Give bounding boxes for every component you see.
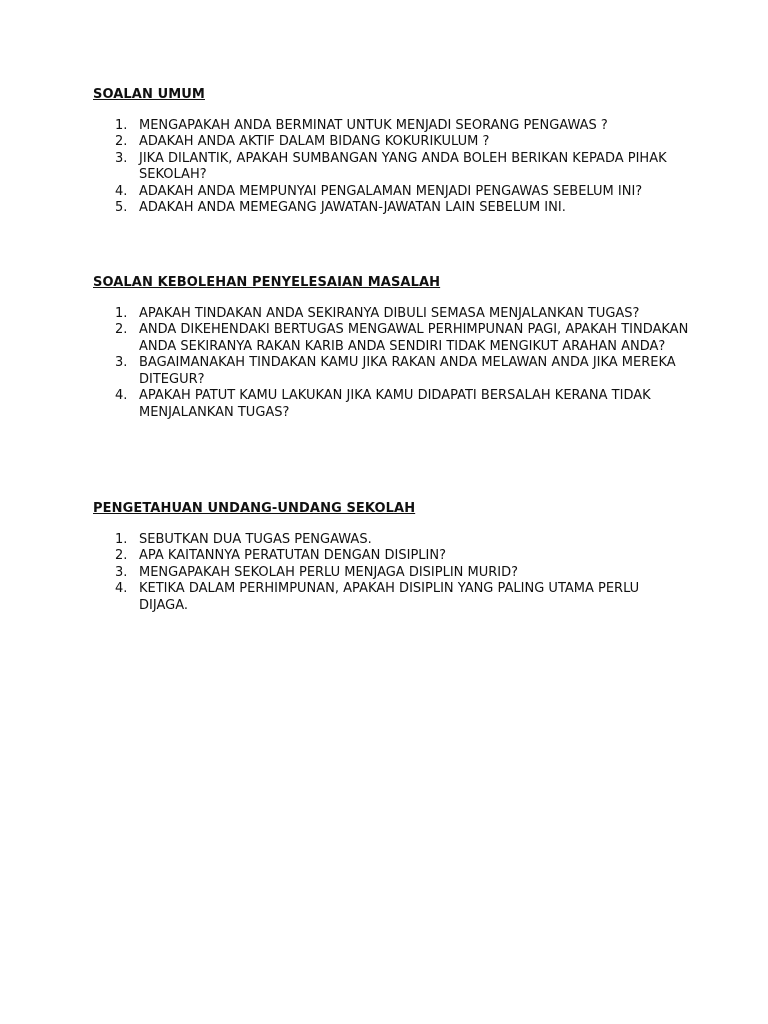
item-number: 2.: [115, 134, 128, 149]
item-text: SEBUTKAN DUA TUGAS PENGAWAS.: [139, 531, 372, 547]
item-number: 2.: [115, 322, 128, 337]
item-text: ADAKAH ANDA AKTIF DALAM BIDANG KOKURIKULUM ?: [139, 134, 490, 149]
list-item: [93, 548, 689, 565]
question-list: [93, 532, 693, 615]
item-number: 3.: [115, 564, 128, 580]
list-item: [93, 322, 689, 355]
item-text: MENGAPAKAH ANDA BERMINAT UNTUK MENJADI SEORANG PENGAWAS ?: [139, 117, 608, 133]
list-item: [93, 565, 689, 582]
item-number: 4.: [115, 581, 128, 596]
question-list: [93, 118, 693, 217]
section-heading: SOALAN KEBOLEHAN PENYELESAIAN MASALAH: [93, 275, 441, 290]
list-item: [93, 151, 689, 184]
item-text: APAKAH PATUT KAMU LAKUKAN JIKA KAMU DIDAPATI BERSALAH KERANA TIDAK MENJALANKAN TUGAS?: [139, 388, 651, 420]
item-text: ANDA DIKEHENDAKI BERTUGAS MENGAWAL PERHIMPUNAN PAGI, APAKAH TINDAKAN ANDA SEKIRANYA RAKAN KARIB ANDA SENDIRI TIDAK MENGIKUT ARAHAN ANDA?: [139, 322, 689, 354]
item-number: 4.: [115, 183, 128, 199]
item-number: 5.: [115, 200, 128, 215]
list-item: [93, 532, 689, 549]
item-text: ADAKAH ANDA MEMEGANG JAWATAN-JAWATAN LAIN SEBELUM INI.: [139, 200, 566, 215]
section-penyelesaian-masalah: [93, 275, 693, 421]
item-number: 1.: [115, 531, 128, 547]
section-soalan-umum: [93, 87, 693, 217]
item-text: BAGAIMANAKAH TINDAKAN KAMU JIKA RAKAN ANDA MELAWAN ANDA JIKA MEREKA DITEGUR?: [139, 355, 676, 387]
item-text: JIKA DILANTIK, APAKAH SUMBANGAN YANG ANDA BOLEH BERIKAN KEPADA PIHAK SEKOLAH?: [139, 150, 667, 182]
item-text: ADAKAH ANDA MEMPUNYAI PENGALAMAN MENJADI PENGAWAS SEBELUM INI?: [139, 183, 643, 199]
section-heading: PENGETAHUAN UNDANG-UNDANG SEKOLAH: [93, 501, 416, 516]
item-number: 1.: [115, 117, 128, 133]
list-item: [93, 306, 689, 323]
item-text: APAKAH TINDAKAN ANDA SEKIRANYA DIBULI SEMASA MENJALANKAN TUGAS?: [139, 305, 640, 321]
list-item: [93, 134, 689, 151]
item-number: 3.: [115, 150, 128, 166]
list-item: [93, 581, 689, 614]
section-undang-undang-sekolah: [93, 501, 693, 614]
item-text: KETIKA DALAM PERHIMPUNAN, APAKAH DISIPLIN YANG PALING UTAMA PERLU DIJAGA.: [139, 581, 640, 613]
list-item: [93, 355, 689, 388]
question-list: [93, 306, 693, 422]
list-item: [93, 184, 689, 201]
section-heading: SOALAN UMUM: [93, 87, 205, 102]
item-text: APA KAITANNYA PERATUTAN DENGAN DISIPLIN?: [139, 548, 447, 563]
list-item: [93, 388, 689, 421]
list-item: [93, 118, 689, 135]
item-number: 1.: [115, 305, 128, 321]
item-number: 4.: [115, 388, 128, 403]
item-text: MENGAPAKAH SEKOLAH PERLU MENJAGA DISIPLIN MURID?: [139, 564, 519, 580]
item-number: 2.: [115, 548, 128, 563]
list-item: [93, 200, 689, 217]
item-number: 3.: [115, 355, 128, 370]
